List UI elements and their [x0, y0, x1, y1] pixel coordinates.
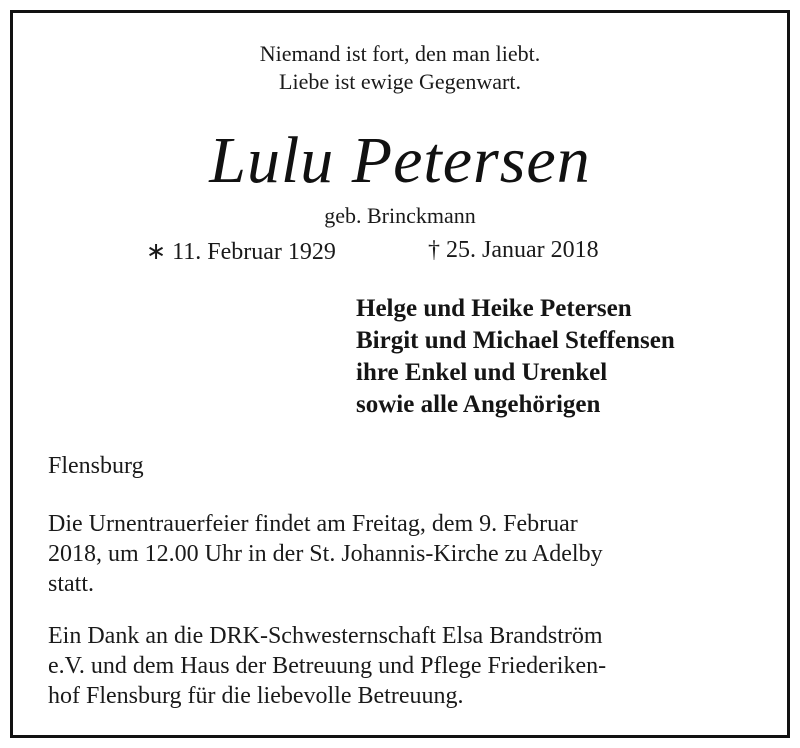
ceremony-line-3: statt. — [48, 571, 94, 597]
mourner-line: Helge und Heike Petersen — [356, 295, 632, 322]
mourner-line: ihre Enkel und Urenkel — [356, 359, 608, 386]
thanks-line-3: hof Flensburg für die liebevolle Betreuung. — [48, 683, 464, 709]
birth-date: ∗ 11. Februar 1929 — [146, 239, 336, 265]
motto-line-1: Niemand ist fort, den man liebt. — [259, 41, 541, 66]
death-date: † 25. Januar 2018 — [428, 237, 599, 263]
ceremony-line-2: 2018, um 12.00 Uhr in der St. Johannis-Kirche zu Adelby — [48, 541, 603, 567]
location: Flensburg — [48, 453, 144, 479]
thanks-line-1: Ein Dank an die DRK-Schwesternschaft Elsa Brandström — [48, 623, 603, 649]
mourner-line: Birgit und Michael Steffensen — [356, 327, 675, 354]
obituary-frame — [10, 10, 790, 738]
maiden-name: geb. Brinckmann — [324, 203, 476, 228]
thanks-line-2: e.V. und dem Haus der Betreuung und Pflege Friederiken- — [48, 653, 607, 679]
mourner-line: sowie alle Angehörigen — [356, 391, 601, 418]
motto-line-2: Liebe ist ewige Gegenwart. — [279, 69, 521, 94]
ceremony-line-1: Die Urnentrauerfeier findet am Freitag, dem 9. Februar — [48, 511, 578, 537]
deceased-name: Lulu Petersen — [209, 124, 591, 197]
